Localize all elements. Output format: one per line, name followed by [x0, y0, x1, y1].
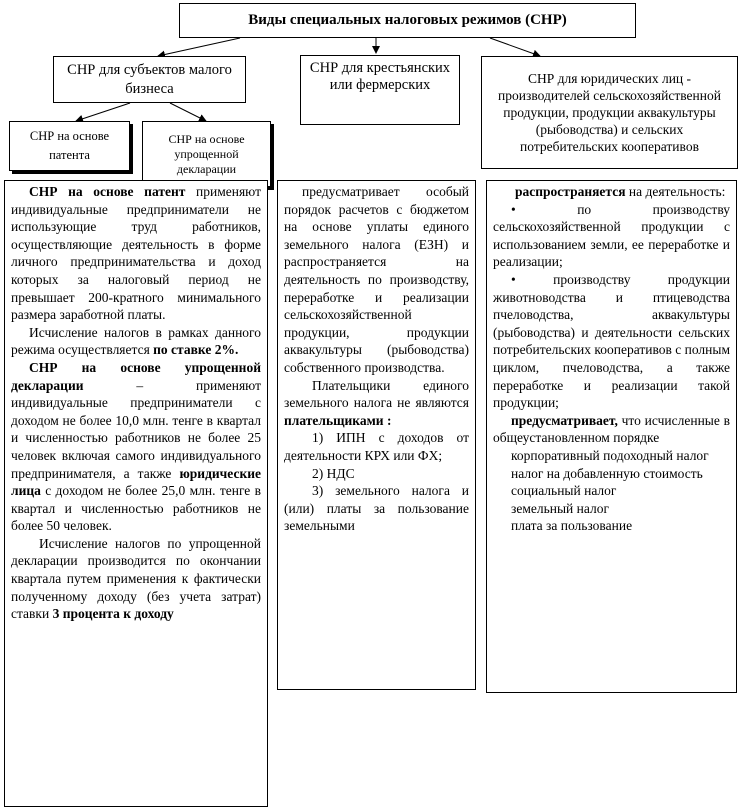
col1-p1-text: применяют индивидуальные предприниматели не использующие труд работников, осуществляющие деятельность в форме личного предпринимательства и доход которых за налоговый период не превышает 200-кратного минимального размера заработной платы.: [11, 184, 261, 323]
col3-p1-bold: распространяется: [515, 184, 626, 199]
col2-p2-bold: плательщиками :: [284, 412, 392, 428]
title-box: [179, 3, 636, 38]
col3-tax-social: социальный налог: [511, 483, 617, 499]
col1-paragraph-calculation: [11, 535, 261, 623]
col3-bullet-livestock: • производству продукции животноводства и птицеводства пчеловодства, аквакультуры (рыбоводства) и деятельности сельских потребительских кооперативов с полным циклом, пчеловодства, а также переработке и реализации такой продукции;: [493, 271, 731, 411]
col3-p2-bold: предусматривает,: [511, 412, 618, 428]
col2-item-ipn: 1) ИПН с доходов от деятельности КРХ или ФХ;: [284, 430, 469, 463]
col1-p2-text: Исчисление налогов в рамках данного режима осуществляется: [11, 324, 261, 358]
col1-p4-bold: 3 процента к доходу: [52, 606, 174, 622]
col3-bullet-agriculture: • по производству сельскохозяйственной продукции с использованием земли, ее переработке и реализации;: [493, 201, 730, 270]
col1-p2-bold: по ставке 2%.: [153, 342, 239, 358]
col1-p3-text2: с доходом не более 25,0 млн. тенге в квартал и численностью работников не более 50 человек.: [11, 483, 261, 534]
arrow-to-legal-entities: [490, 38, 540, 56]
patent-label: СНР на основе патента: [29, 129, 110, 162]
col3-tax-fee: плата за пользование: [511, 518, 633, 534]
col3-paragraph-scope: [493, 183, 730, 201]
col1-p3-text: – применяют индивидуальные предприниматели с доходом не более 10,0 млн. тенге в квартал и численностью работников не более 25 человек включая самого индивидуального предпринимателя, а также: [11, 377, 261, 481]
col3-paragraph-provides: [493, 412, 730, 447]
col2-item-land-tax: 3) земельного налога и (или) платы за пользование земельными: [284, 483, 469, 534]
peasant-label: СНР для крестьянских или фермерских: [309, 60, 451, 93]
col3-tax-vat: налог на добавленную стоимость: [511, 465, 703, 481]
arrow-to-simplified: [170, 103, 206, 121]
col1-p3-bold2: юридические лица: [11, 465, 261, 499]
diagram-title: Виды специальных налоговых режимов (СНР): [248, 12, 567, 28]
legal-entities-box: [481, 56, 738, 169]
patent-box: [9, 121, 130, 171]
col2-paragraph-description: предусматривает особый порядок расчетов с бюджетом на основе уплаты единого земельного налога (ЕЗН) и распространяется на деятельность по производству, переработке и реализации сельскохозяйственной продукции, продукции аквакультуры (рыбоводства) собственного производства.: [284, 184, 469, 375]
col3-tax-corporate: корпоративный подоходный налог: [511, 447, 709, 463]
col1-paragraph-rate: [11, 324, 261, 359]
simplified-label: СНР на основе упрощенной декларации: [168, 131, 245, 176]
col3-p2-text: что исчисленные в общеустановленном порядке: [493, 412, 730, 446]
col1-p3-bold: СНР на основе упрощенной декларации: [11, 359, 261, 393]
col2-item-nds: 2) НДС: [312, 465, 355, 481]
col1-p4-text: Исчисление налогов по упрощенной декларации производится по окончании квартала путем применения к фактически полученному доходу (без учета затрат) ставки: [11, 535, 261, 622]
column-legal-entities: [486, 180, 737, 693]
col2-paragraph-payers: [284, 377, 469, 430]
col1-paragraph-simplified: [11, 359, 261, 535]
small-business-box: [53, 56, 246, 103]
col3-tax-land: земельный налог: [511, 500, 610, 516]
column-peasant: [277, 180, 476, 690]
legal-entities-label: СНР для юридических лиц - производителей сельскохозяйственной продукции, продукции аквакультуры (рыбоводства) и сельских потребительских кооперативов: [498, 71, 721, 154]
col3-p1-text: на деятельность:: [625, 184, 726, 199]
arrow-to-patent: [76, 103, 130, 121]
small-business-label: СНР для субъектов малого бизнеса: [67, 61, 232, 97]
col1-p1-bold: СНР на основе патент: [29, 184, 186, 199]
col1-paragraph-patent: [11, 183, 261, 324]
arrow-to-small-business: [158, 38, 240, 56]
peasant-box: [300, 55, 460, 125]
simplified-box: [142, 121, 271, 187]
col2-p2-text: Плательщики единого земельного налога не являются: [284, 377, 469, 411]
column-small-business: [4, 180, 268, 807]
